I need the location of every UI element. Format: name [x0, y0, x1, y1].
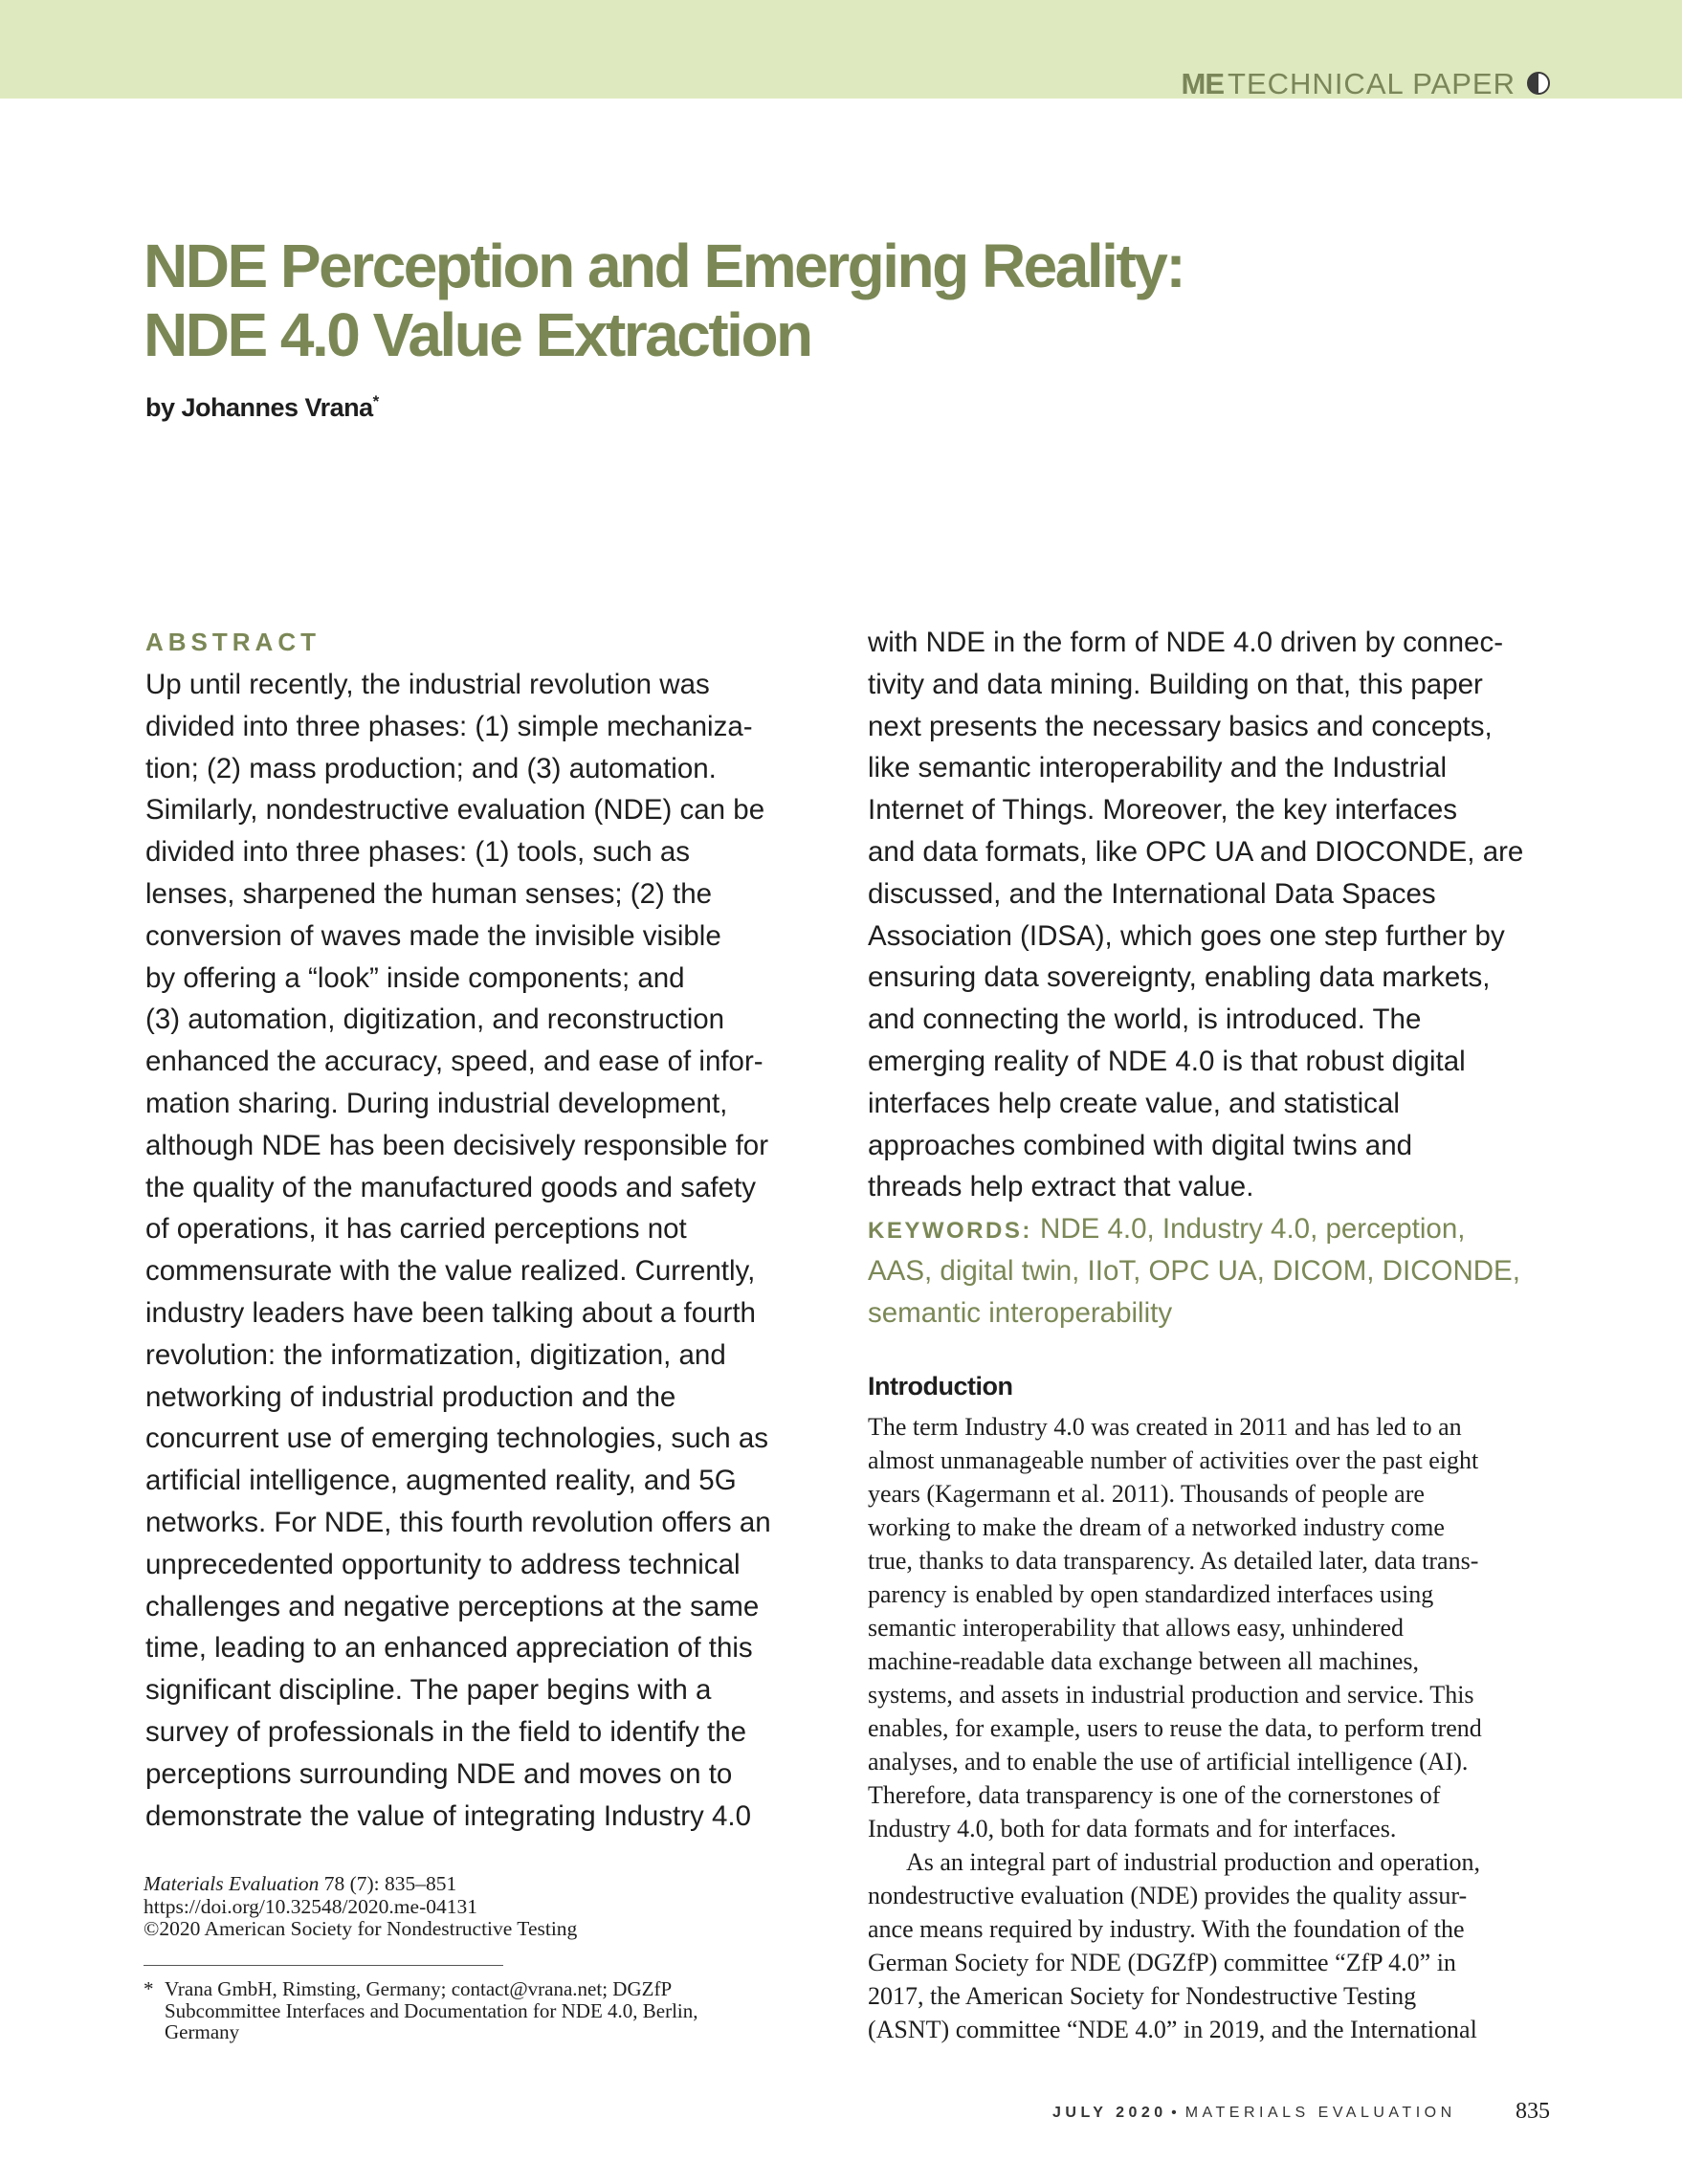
abstract-line: Internet of Things. Moreover, the key interfaces: [868, 794, 1457, 827]
abstract-line: significant discipline. The paper begins with a: [145, 1674, 712, 1707]
abstract-line: lenses, sharpened the human senses; (2) the: [145, 877, 713, 910]
footnote-divider: [144, 1965, 503, 1966]
footnote-line: Germany: [165, 2020, 240, 2043]
abstract-line: divided into three phases: (1) tools, such as: [145, 836, 691, 869]
body-line: parency is enabled by open standardized interfaces using: [868, 1580, 1434, 1608]
abstract-line: industry leaders have been talking about a fourth: [145, 1296, 756, 1329]
page-footer: [1052, 2099, 1550, 2124]
abstract-line: (3) automation, digitization, and reconstruction: [145, 1004, 725, 1036]
abstract-heading: ABSTRACT: [145, 628, 321, 656]
abstract-line: commensurate with the value realized. Currently,: [145, 1255, 756, 1288]
abstract-line: approaches combined with digital twins and: [868, 1129, 1413, 1161]
copyright-line: ©2020 American Society for Nondestructive Testing: [144, 1917, 578, 1940]
body-line: years (Kagermann et al. 2011). Thousands of people are: [868, 1480, 1425, 1508]
footnote-line: Vrana GmbH, Rimsting, Germany; contact@vrana.net; DGZfP: [165, 1977, 673, 2000]
abstract-line: with NDE in the form of NDE 4.0 driven by connec-: [868, 627, 1504, 658]
abstract-line: interfaces help create value, and statistical: [868, 1087, 1400, 1119]
author-footnote: [144, 1978, 698, 2043]
abstract-line: Up until recently, the industrial revolution was: [145, 669, 710, 700]
abstract-line: tivity and data mining. Building on that, this paper: [868, 668, 1483, 700]
abstract-line: perceptions surrounding NDE and moves on to: [145, 1757, 733, 1790]
keywords-label: KEYWORDS:: [868, 1218, 1032, 1245]
body-line: The term Industry 4.0 was created in 2011 and has led to an: [868, 1413, 1462, 1441]
page-number: 835: [1516, 2099, 1550, 2124]
abstract-line: networks. For NDE, this fourth revolution offers an: [145, 1506, 771, 1538]
abstract-line: survey of professionals in the field to identify the: [145, 1715, 747, 1748]
journal-name: Materials Evaluation: [144, 1872, 320, 1895]
body-line: semantic interoperability that allows easy, unhindered: [868, 1614, 1405, 1642]
doi-link[interactable]: https://doi.org/10.32548/2020.me-04131: [144, 1894, 477, 1918]
footer-journal: MATERIALS EVALUATION: [1184, 2105, 1456, 2121]
keywords-line: semantic interoperability: [868, 1296, 1173, 1329]
keywords-line: AAS, digital twin, IIoT, OPC UA, DICOM, DICONDE,: [868, 1254, 1520, 1287]
citation-block: [144, 1873, 577, 1941]
body-line: As an integral part of industrial production and operation,: [906, 1848, 1481, 1876]
abstract-line: concurrent use of emerging technologies, such as: [145, 1423, 769, 1455]
body-line: analyses, and to enable the use of artificial intelligence (AI).: [868, 1748, 1469, 1776]
title-line-2: NDE 4.0 Value Extraction: [144, 300, 811, 369]
introduction-body: [868, 1410, 1557, 2046]
abstract-line: unprecedented opportunity to address technical: [145, 1548, 741, 1580]
abstract-line: Association (IDSA), which goes one step further by: [868, 919, 1505, 952]
abstract-line: like semantic interoperability and the Industrial: [868, 752, 1448, 784]
article-title: [144, 232, 1292, 369]
body-line: systems, and assets in industrial production and service. This: [868, 1681, 1474, 1709]
section-label: [1182, 69, 1550, 99]
abstract-line: demonstrate the value of integrating Industry 4.0: [145, 1799, 751, 1832]
abstract-line: by offering a “look” inside components; and: [145, 961, 685, 994]
abstract-line: conversion of waves made the invisible visible: [145, 919, 721, 952]
abstract-line: enhanced the accuracy, speed, and ease of infor-: [145, 1046, 764, 1078]
footer-issue: JULY 2020: [1052, 2105, 1167, 2121]
footnote-mark: *: [144, 1977, 154, 2000]
body-line: machine-readable data exchange between all machines,: [868, 1647, 1420, 1675]
body-line: 2017, the American Society for Nondestructive Testing: [868, 1982, 1417, 2010]
title-line-1: NDE Perception and Emerging Reality:: [144, 232, 1184, 300]
body-line: ance means required by industry. With the foundation of the: [868, 1915, 1465, 1943]
abstract-line: artificial intelligence, augmented reality, and 5G: [145, 1465, 737, 1497]
section-label-text: TECHNICAL PAPER: [1228, 67, 1516, 100]
byline: [145, 392, 379, 423]
citation-journal-line: [144, 1873, 577, 1896]
abstract-line: revolution: the informatization, digitization, and: [145, 1338, 726, 1371]
body-line: nondestructive evaluation (NDE) provides the quality assur-: [868, 1882, 1468, 1909]
body-line: almost unmanageable number of activities over the past eight: [868, 1446, 1479, 1474]
abstract-line: of operations, it has carried perceptions not: [145, 1213, 687, 1246]
abstract-line: next presents the necessary basics and concepts,: [868, 710, 1493, 742]
body-line: true, thanks to data transparency. As detailed later, data trans-: [868, 1547, 1479, 1575]
abstract-line: discussed, and the International Data Spaces: [868, 877, 1436, 910]
author-name: by Johannes Vrana: [145, 393, 373, 422]
introduction-heading: Introduction: [868, 1372, 1013, 1401]
footer-separator: •: [1171, 2105, 1182, 2121]
half-circle-icon: [1527, 72, 1550, 95]
abstract-body: [145, 664, 796, 1837]
abstract-line: emerging reality of NDE 4.0 is that robust digital: [868, 1045, 1466, 1077]
abstract-line: and data formats, like OPC UA and DIOCONDE, are: [868, 835, 1524, 868]
body-line: Therefore, data transparency is one of the cornerstones of: [868, 1781, 1441, 1809]
abstract-line: although NDE has been decisively responsible for: [145, 1129, 769, 1161]
abstract-line: ensuring data sovereignty, enabling data markets,: [868, 961, 1491, 994]
abstract-line: divided into three phases: (1) simple mechaniza-: [145, 710, 753, 742]
abstract-line: tion; (2) mass production; and (3) automation.: [145, 752, 717, 784]
abstract-line: challenges and negative perceptions at the same: [145, 1590, 760, 1622]
abstract-line: networking of industrial production and the: [145, 1380, 676, 1413]
volume-pages: 78 (7): 835–851: [323, 1872, 457, 1895]
abstract-line: the quality of the manufactured goods and safety: [145, 1171, 756, 1203]
abstract-line: and connecting the world, is introduced. The: [868, 1004, 1422, 1036]
body-line: (ASNT) committee “NDE 4.0” in 2019, and the International: [868, 2016, 1477, 2043]
abstract-line: time, leading to an enhanced appreciation of this: [145, 1632, 753, 1665]
abstract-line: mation sharing. During industrial development,: [145, 1087, 728, 1119]
keywords-line: [868, 1208, 1538, 1250]
me-logo: ME: [1181, 67, 1225, 100]
keywords-text: NDE 4.0, Industry 4.0, perception,: [1040, 1213, 1466, 1246]
abstract-line: Similarly, nondestructive evaluation (NDE) can be: [145, 794, 765, 827]
abstract-continued: [868, 622, 1538, 1335]
body-line: German Society for NDE (DGZfP) committee “ZfP 4.0” in: [868, 1949, 1456, 1976]
author-footnote-mark: *: [372, 392, 379, 410]
abstract-line: threads help extract that value.: [868, 1171, 1254, 1203]
footnote-line: Subcommittee Interfaces and Documentation for NDE 4.0, Berlin,: [165, 1998, 698, 2022]
body-line: working to make the dream of a networked industry come: [868, 1513, 1445, 1541]
body-line: enables, for example, users to reuse the data, to perform trend: [868, 1714, 1482, 1742]
body-line: Industry 4.0, both for data formats and for interfaces.: [868, 1815, 1397, 1842]
